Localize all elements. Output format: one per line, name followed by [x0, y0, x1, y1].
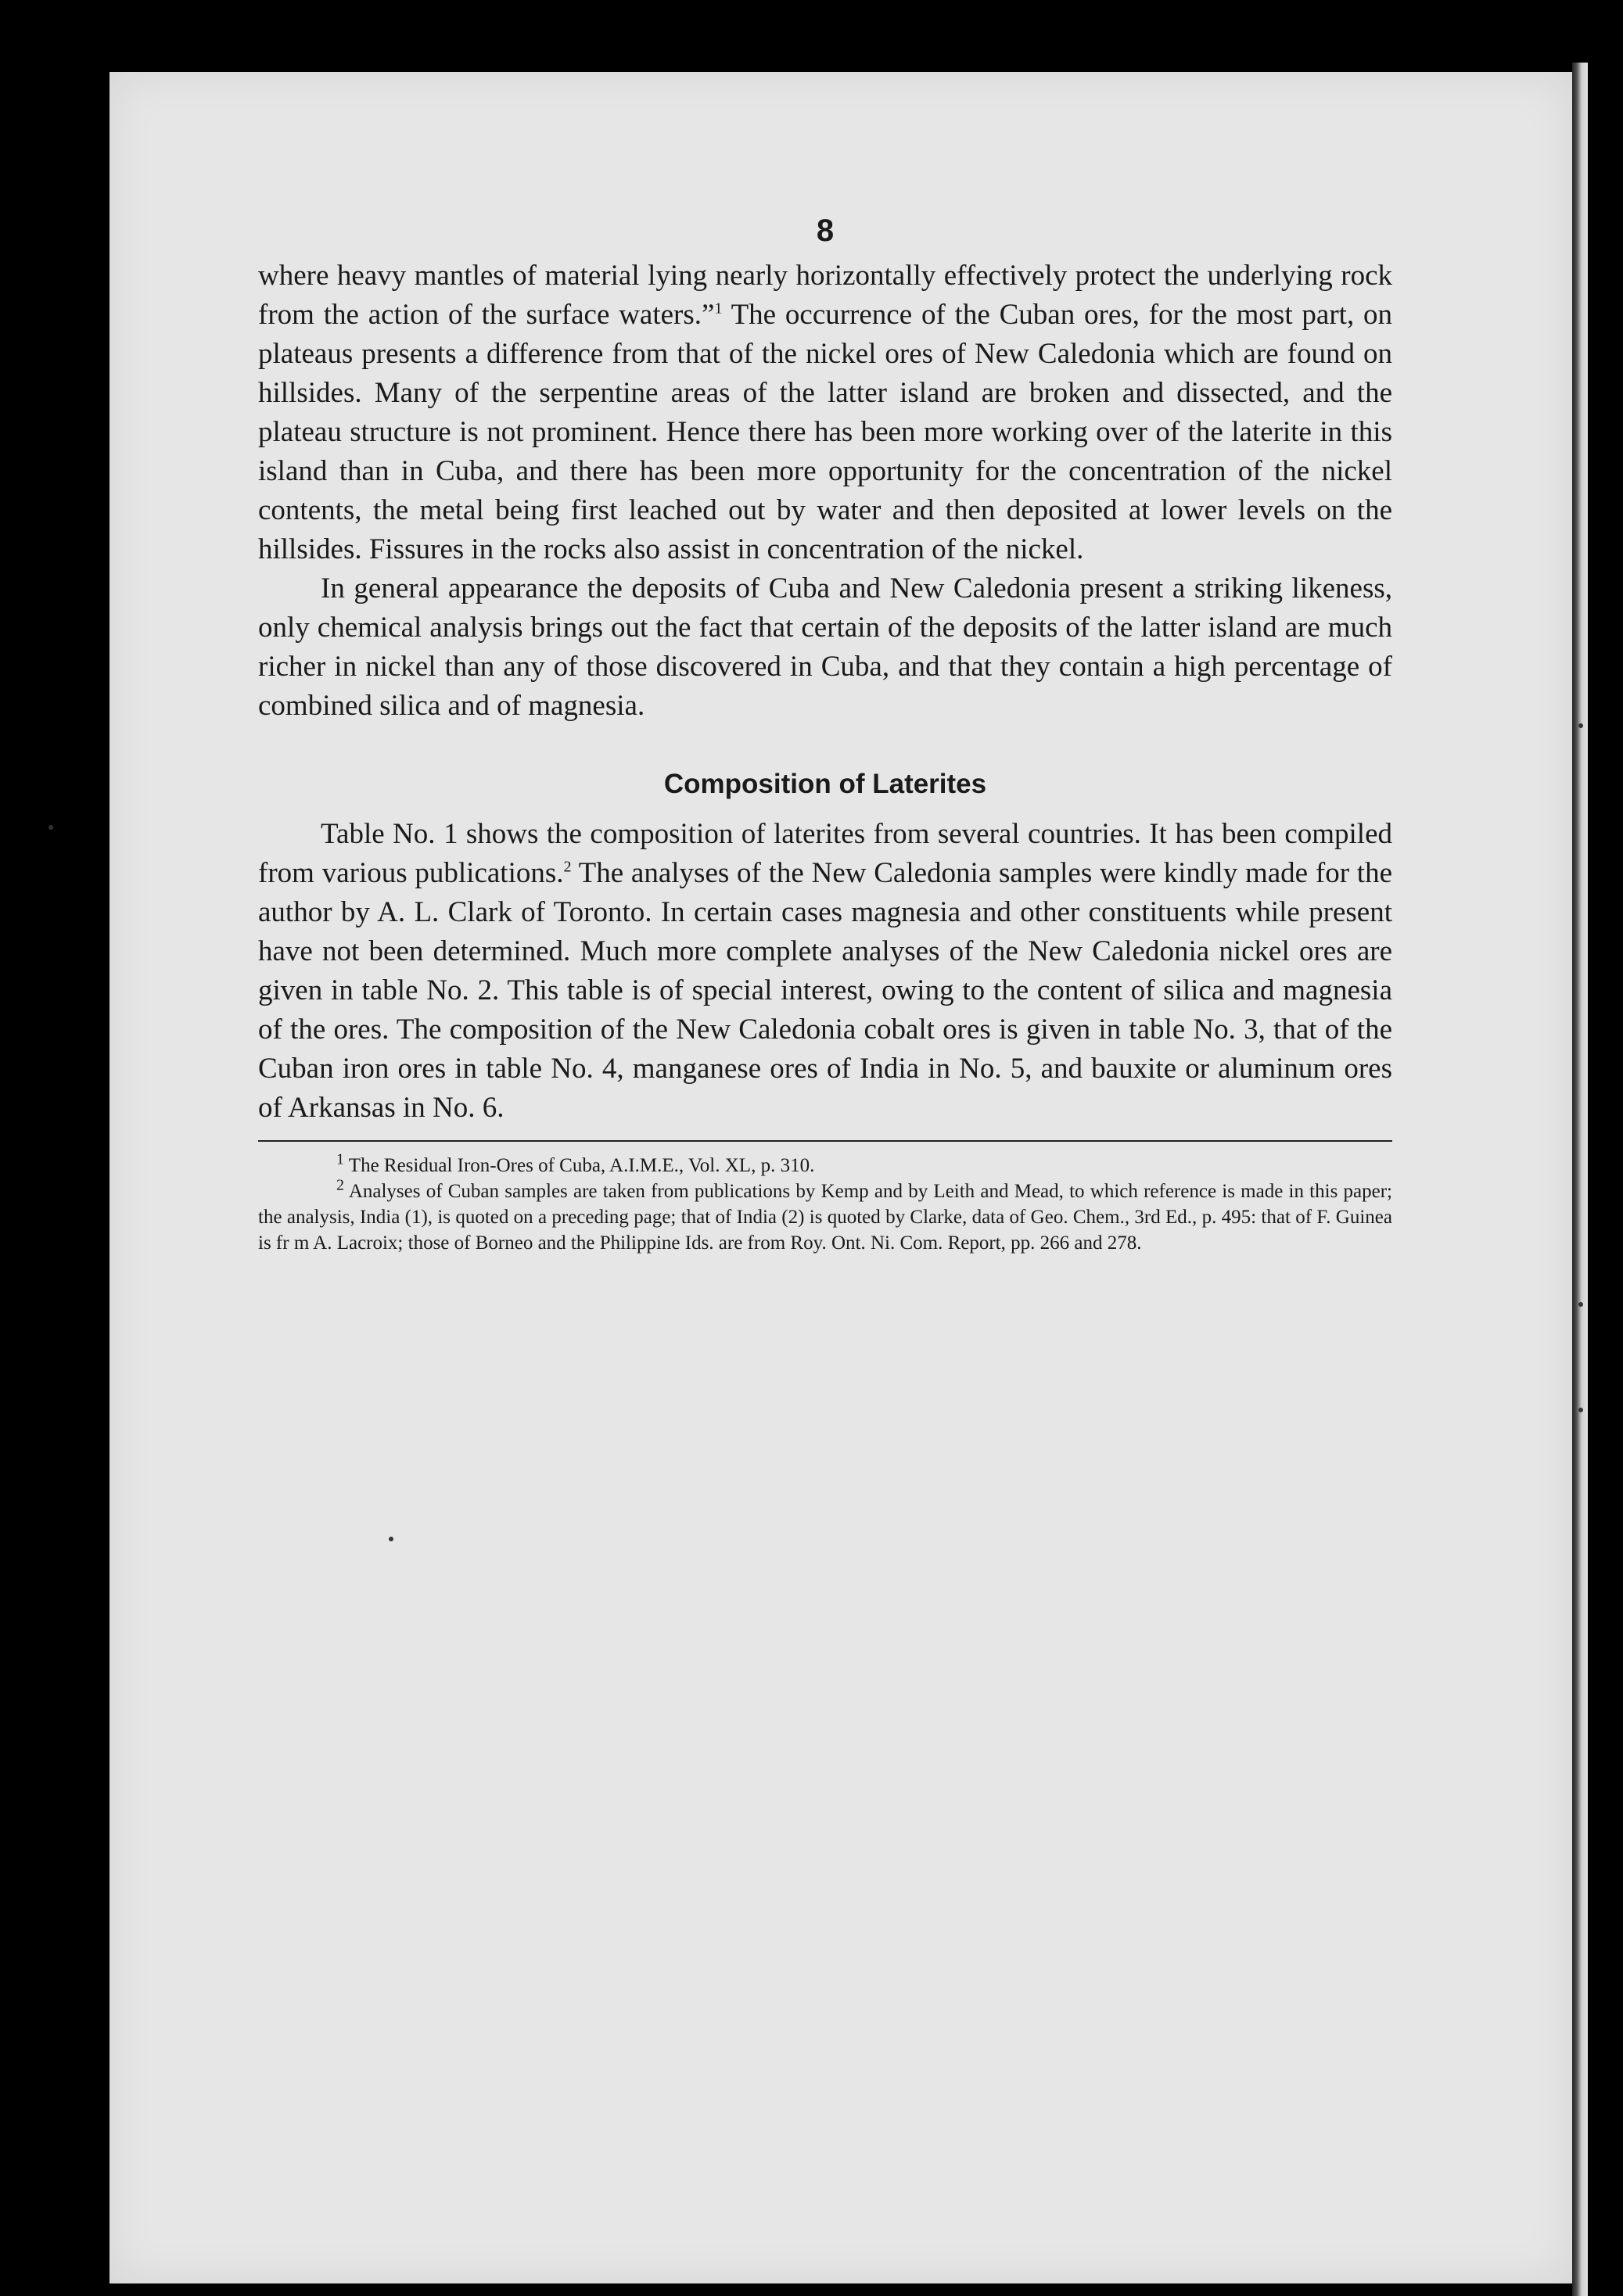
footnote-text: Analyses of Cuban samples are taken from publications by Kemp and by Leith and Mead, to which reference is made in this paper; the analysis, India (1), is quoted on a preceding page; that of India (2) is quoted by Clarke, data of Geo. Chem., 3rd Ed., p. 495: that of F. Guinea is fr m A. Lacroix; those of Borneo and the Philippine Ids. are from Roy. Ont. Ni. Com. Report, pp. 266 and 278.	[258, 1181, 1392, 1254]
scan-speck	[1578, 723, 1583, 728]
body-paragraph	[258, 257, 1392, 569]
body-paragraph	[258, 815, 1392, 1128]
footnote-reference: 1	[714, 300, 723, 317]
footnote-divider	[258, 1140, 1392, 1142]
scan-speck	[1578, 1302, 1583, 1307]
footnote	[258, 1178, 1392, 1256]
footnote-text: The Residual Iron-Ores of Cuba, A.I.M.E., Vol. XL, p. 310.	[344, 1155, 815, 1176]
footnote-reference: 2	[563, 858, 572, 876]
body-paragraph: In general appearance the deposits of Cuba and New Caledonia present a striking likeness, only chemical analysis brings out the fact that certain of the deposits of the latter island are much richer in nickel than any of those discovered in Cuba, and that they contain a high percentage of combined silica and of magnesia.	[258, 572, 1392, 722]
page-number: 8	[816, 213, 835, 248]
body-paragraph-text: Table No. 1 shows the composition of laterites from several countries. It has been compiled from various publications.	[258, 818, 1392, 889]
scan-speck	[1578, 1408, 1583, 1412]
scan-border	[1588, 47, 1623, 2296]
footnote	[258, 1150, 1392, 1178]
scan-speck	[389, 1537, 393, 1541]
body-paragraph-text: The analyses of the New Caledonia samples were kindly made for the author by A. L. Clark of Toronto. In certain cases magnesia and other constituents while present have not been determined. Much more complete analyses of the New Caledonia nickel ores are given in table No. 2. This table is of special interest, owing to the content of silica and magnesia of the ores. The composition of the New Caledonia cobalt ores is given in table No. 3, that of the Cuban iron ores in table No. 4, manganese ores of India in No. 5, and bauxite or aluminum ores of Arkansas in No. 6.	[258, 857, 1392, 1124]
body-paragraph-text: where heavy mantles of material lying nearly horizontally effectively protect the underlying rock from the action of the surface waters.”	[258, 260, 1392, 331]
footnotes	[258, 1150, 1392, 1256]
body-paragraph-text: The occurrence of the Cuban ores, for the most part, on plateaus presents a difference from that of the nickel ores of New Caledonia which are found on hillsides. Many of the serpentine areas of the latter island are broken and dissected, and the plateau structure is not prominent. Hence there has been more working over of the laterite in this island than in Cuba, and there has been more opportunity for the concentration of the nickel contents, the metal being first leached out by water and then deposited at lower levels on the hillsides. Fissures in the rocks also assist in concentration of the nickel.	[258, 299, 1392, 565]
scan-speck	[48, 825, 53, 830]
page-edge-shadow	[1572, 63, 1588, 2296]
footnote-mark: 2	[336, 1176, 344, 1194]
page-content	[258, 211, 1392, 1256]
footnote-mark: 1	[336, 1150, 344, 1168]
section-heading: Composition of Laterites	[663, 769, 987, 799]
